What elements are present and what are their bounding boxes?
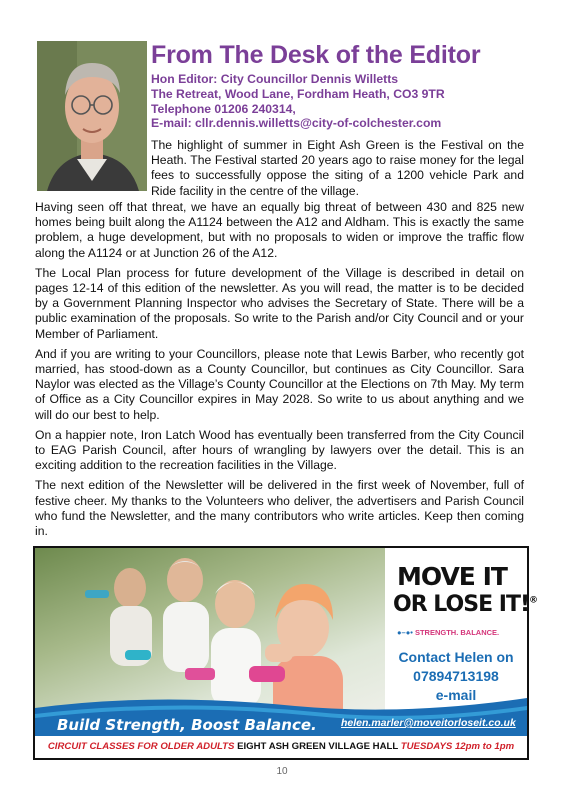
editor-telephone: Telephone 01206 240314, [151, 101, 296, 116]
logo-wordmark-top: MOVE IT [397, 562, 507, 591]
ad-class-details [35, 736, 527, 758]
dumbbell-icon: ●–●• [397, 628, 413, 637]
class-type: CIRCUIT CLASSES FOR OLDER ADULTS [47, 741, 235, 752]
article-body [35, 200, 524, 544]
advertisement [33, 546, 537, 760]
editor-contact-block [151, 72, 531, 131]
paragraph: The Local Plan process for future development of the Village is described in detail on pages 12-14 of this edition of the newsletter. As you will read, the matter is to be decided by a Government Planning Inspector who advises the Secretary of State. There will be a public examination of the proposals. So write to the Parish and/or City Council and or your Member of Parliament. [35, 265, 524, 341]
paragraph: Having seen off that threat, we have an equally big threat of between 430 and 825 new homes being built along the A1124 between the A12 and Aldham. This is exactly the same problem, a huge development, but with no proposals to widen or improve the traffic flow along the A1124 or at Junction 26 of the A12. [35, 200, 524, 260]
contact-phone: 07894713198 [413, 668, 499, 684]
editor-address: The Retreat, Wood Lane, Fordham Heath, CO3 9TR [151, 86, 445, 101]
editor-portrait [37, 41, 147, 191]
intro-paragraph: The highlight of summer in Eight Ash Green is the Festival on the Heath. The Festival started 20 years ago to raise money for the legal fees to successfully oppose the siting of a 1200 vehicle Park and Ride facility in the centre of the village. [151, 138, 524, 198]
paragraph: On a happier note, Iron Latch Wood has eventually been transferred from the City Council to EAG Parish Council, after hours of wrangling by lawyers over the detail. This is an exciting addition to the recreation facilities in the Village. [35, 427, 524, 473]
class-venue: EIGHT ASH GREEN VILLAGE HALL [237, 741, 399, 752]
paragraph: The next edition of the Newsletter will be delivered in the first week of November, full of festive cheer. My thanks to the Volunteers who deliver, the advertisers and Parish Council who fund the Newsletter, and the many contributors who write articles. Keep then coming in. [35, 478, 524, 539]
editor-email[interactable]: E-mail: cllr.dennis.willetts@city-of-colchester.com [151, 116, 442, 131]
ad-email-link[interactable]: helen.marler@moveitorloseit.co.uk [341, 717, 516, 729]
paragraph: And if you are writing to your Councillors, please note that Lewis Barber, who recently got married, has stood-down as a County Councillor, but continues as City Councillor. Sara Naylor was elected as the Village’s County Councillor at the Elections on 7th May. My term of Office as a City Councillor expires in May 2028. So write to us about anything and we will do our best to help. [35, 346, 524, 422]
editor-name: Hon Editor: City Councillor Dennis Willetts [151, 72, 399, 86]
ad-slogan: Build Strength, Boost Balance. [57, 716, 317, 734]
logo-tagline: ●–●• STRENGTH. BALANCE. [397, 628, 500, 637]
page-number: 10 [276, 766, 288, 777]
contact-heading: Contact Helen on [398, 649, 514, 665]
contact-email-label: e-mail [435, 687, 477, 703]
ad-contact-details [385, 648, 527, 705]
logo-wordmark-bottom: OR LOSE IT!® [393, 592, 537, 617]
class-time: TUESDAYS 12pm to 1pm [400, 741, 515, 752]
page-title: From The Desk of the Editor [151, 41, 481, 69]
